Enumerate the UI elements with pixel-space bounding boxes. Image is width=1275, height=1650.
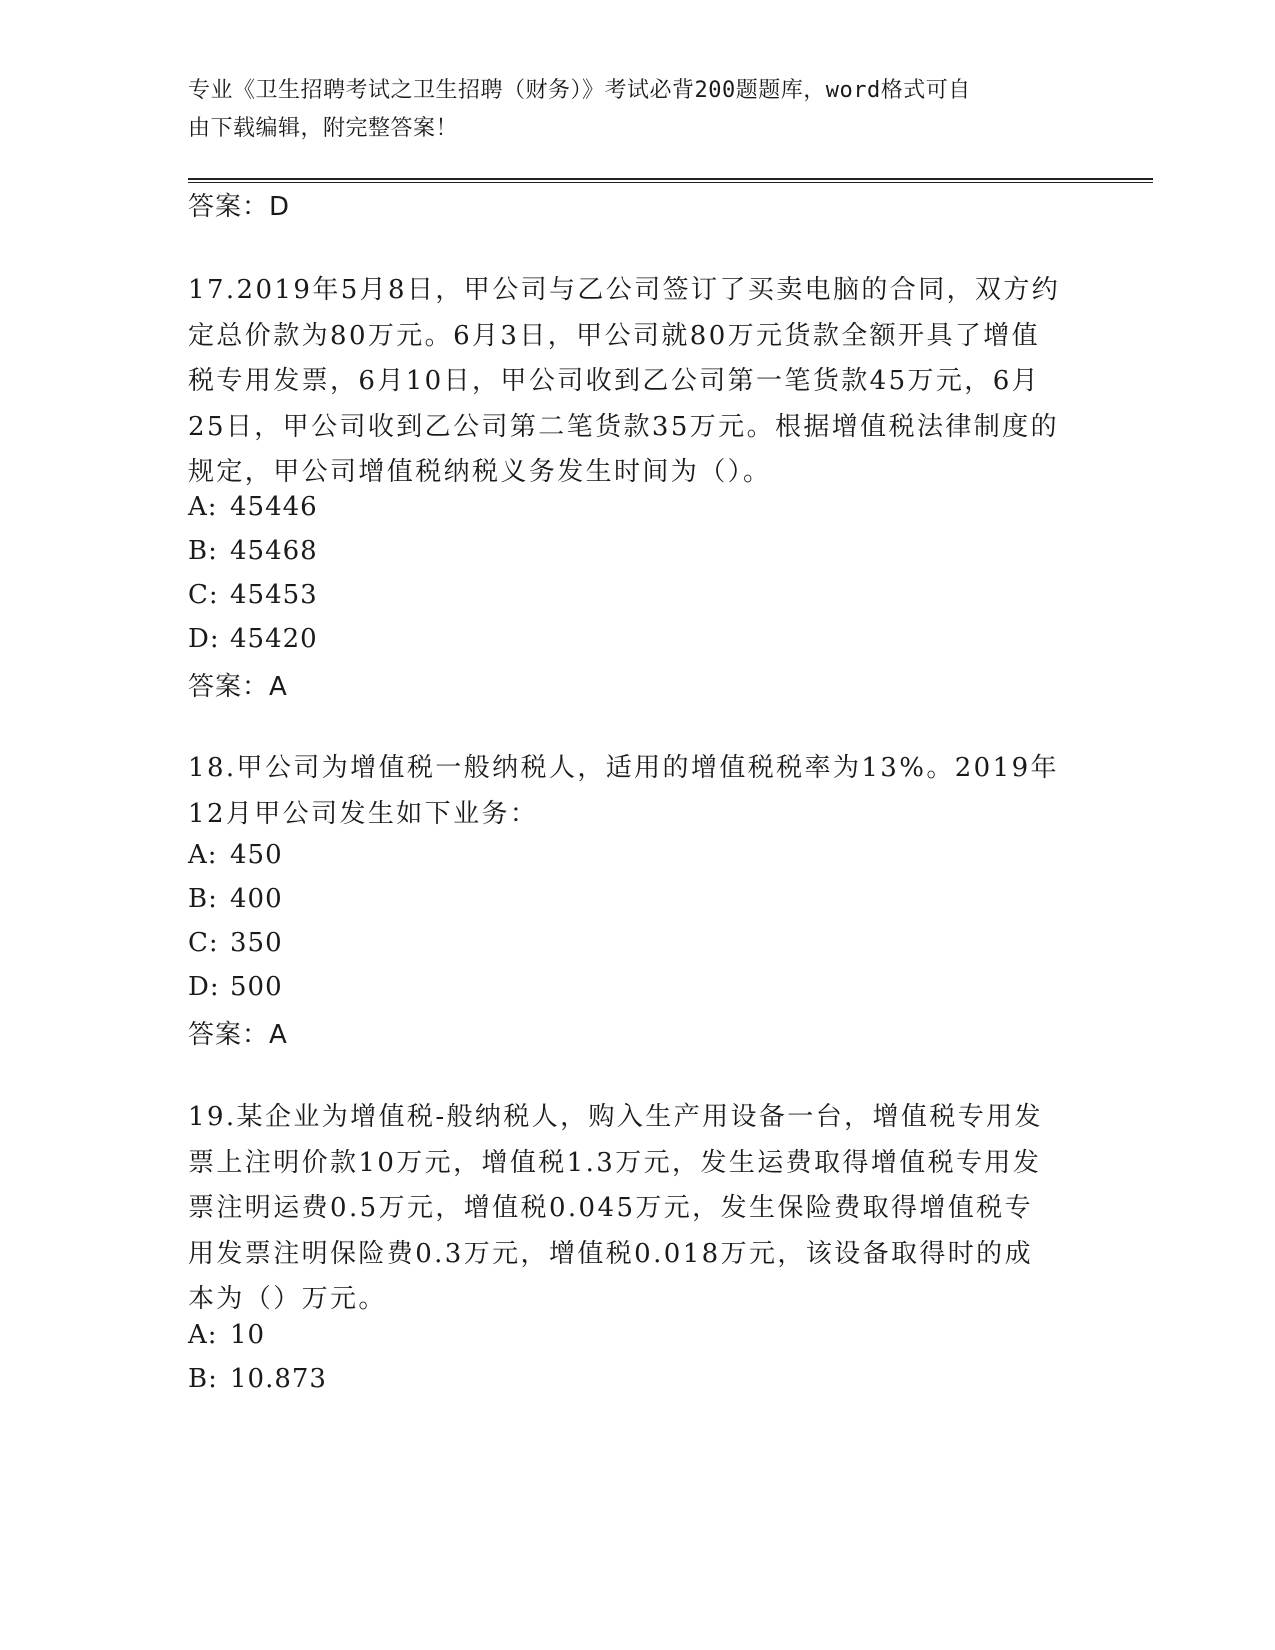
option-d [188,972,283,1002]
question-line: 定总价款为80万元。6月3日，甲公司就80万元货款全额开具了增值 [188,320,1041,351]
option-key: A: [188,840,218,870]
document-header [188,72,1088,148]
option-key: D: [188,972,220,1002]
option-b [188,884,283,914]
question-line: 12月甲公司发生如下业务： [188,798,539,829]
option-value: 450 [230,840,283,870]
option-key: D: [188,624,220,654]
question-line: 用发票注明保险费0.3万元，增值税0.018万元，该设备取得时的成 [188,1238,1033,1269]
option-key: C: [188,928,219,958]
question-18-text [188,746,1088,837]
question-line: 税专用发票，6月10日，甲公司收到乙公司第一笔货款45万元，6月 [188,366,1041,396]
option-key: B: [188,1364,218,1394]
option-value: 500 [230,972,283,1002]
option-a [188,1320,265,1350]
question-line: 票注明运费0.5万元，增值税0.045万元，发生保险费取得增值税专 [188,1193,1033,1223]
option-key: A: [188,492,218,522]
question-17-text [188,268,1088,496]
option-a [188,840,283,870]
question-line: 规定，甲公司增值税纳税义务发生时间为（）。 [188,457,772,487]
question-line: 票上注明价款10万元，增值税1.3万元，发生运费取得增值税专用发 [188,1147,1042,1178]
option-value: 45468 [230,536,318,566]
question-19-text [188,1095,1088,1323]
question-line: 17.2019年5月8日，甲公司与乙公司签订了买卖电脑的合同，双方约 [188,275,1061,305]
question-line: 本为（）万元。 [188,1284,387,1314]
option-value: 350 [230,928,283,958]
header-line-2: 由下载编辑，附完整答案！ [188,116,459,141]
option-value: 45453 [230,580,318,610]
option-b [188,1364,327,1394]
option-value: 10.873 [230,1364,327,1394]
option-a [188,492,318,522]
option-key: A: [188,1320,218,1350]
option-c [188,928,283,958]
question-line: 25日，甲公司收到乙公司第二笔货款35万元。根据增值税法律制度的 [188,411,1059,442]
option-c [188,580,318,610]
option-value: 400 [230,884,283,914]
question-line: 19.某企业为增值税-般纳税人，购入生产用设备一台，增值税专用发 [188,1102,1043,1132]
option-value: 45446 [230,492,318,522]
option-key: C: [188,580,219,610]
option-value: 10 [230,1320,266,1350]
option-d [188,624,318,654]
option-key: B: [188,884,218,914]
option-value: 45420 [230,624,318,654]
header-divider-thin [188,182,1153,183]
header-divider [188,178,1153,180]
previous-answer: 答案：D [188,192,291,222]
option-key: B: [188,536,218,566]
header-line-1: 专业《卫生招聘考试之卫生招聘（财务）》考试必背200题题库，word格式可自 [188,78,971,103]
answer-18: 答案：A [188,1020,288,1050]
answer-17: 答案：A [188,672,288,702]
question-line: 18.甲公司为增值税一般纳税人，适用的增值税税率为13%。2019年 [188,753,1059,783]
option-b [188,536,318,566]
